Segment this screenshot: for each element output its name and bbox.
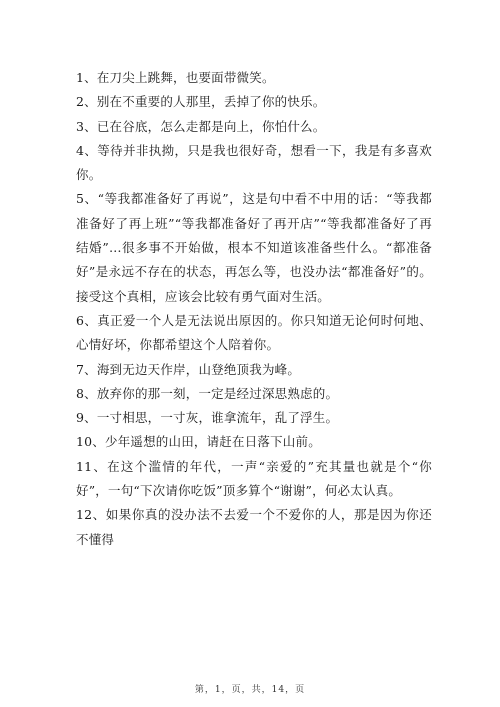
- page-number-footer: 第，1，页，共，14，页: [194, 685, 306, 695]
- document-body: [76, 66, 432, 552]
- paragraph-9: 9、一寸相思，一寸灰，谁拿流年，乱了浮生。: [76, 410, 339, 426]
- paragraph-2: 2、别在不重要的人那里，丢掉了你的快乐。: [76, 94, 326, 110]
- paragraph-8: 8、放弃你的那一刻，一定是经过深思熟虑的。: [76, 385, 339, 401]
- paragraph-3: 3、已在谷底，怎么走都是向上，你怕什么。: [76, 118, 326, 134]
- paragraph-5: 5、“等我都准备好了再说”，这是句中看不中用的话：“等我都准备好了再上班”“等我都准备好了再开店”“等我都准备好了再结婚”…很多事不开始做，根本不知道该准备些什么。“都准备好”是永远不存在的状态，再怎么等，也没办法“都准备好”的。接受这个真相，应该会比较有勇气面对生活。: [76, 191, 432, 304]
- paragraph-11: 11、在这个滥情的年代，一声“亲爱的”充其量也就是个“你好”，一句“下次请你吃饭”顶多算个“谢谢”，何必太认真。: [76, 458, 432, 499]
- paragraph-10: 10、少年遥想的山田，请赶在日落下山前。: [76, 434, 321, 450]
- paragraph-6: 6、真正爱一个人是无法说出原因的。你只知道无论何时何地、心情好坏，你都希望这个人陪着你。: [76, 312, 432, 353]
- paragraph-12: 12、如果你真的没办法不去爱一个不爱你的人，那是因为你还不懂得: [76, 507, 432, 547]
- paragraph-4: 4、等待并非执拗，只是我也很好奇，想看一下，我是有多喜欢你。: [76, 142, 432, 183]
- paragraph-7: 7、海到无边天作岸，山登绝顶我为峰。: [76, 361, 301, 377]
- paragraph-1: 1、在刀尖上跳舞，也要面带微笑。: [76, 70, 275, 85]
